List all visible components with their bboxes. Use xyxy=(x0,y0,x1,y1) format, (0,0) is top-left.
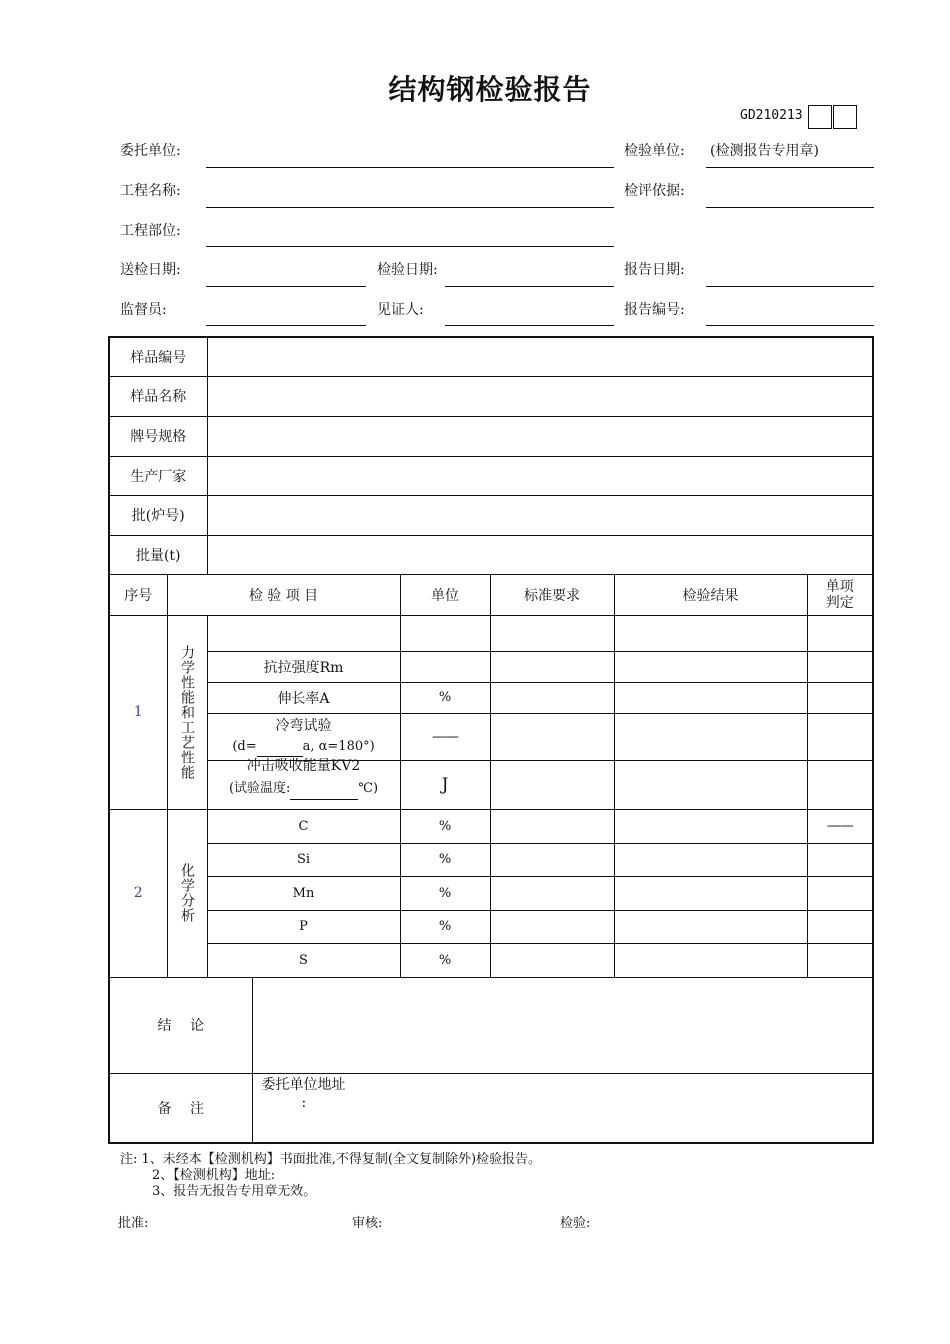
chem-item-s: S xyxy=(207,943,400,977)
sample-no-cell[interactable] xyxy=(207,337,873,376)
project-name-label: 工程名称: xyxy=(120,183,181,199)
code-box-1[interactable] xyxy=(808,105,832,129)
remark-cell[interactable] xyxy=(252,1073,873,1143)
col-unit: 单位 xyxy=(400,574,490,615)
chem-std-si[interactable] xyxy=(490,843,614,876)
elongation-std[interactable] xyxy=(490,682,614,713)
doc-code: GD210213 xyxy=(740,108,803,123)
impact-result[interactable] xyxy=(614,760,807,809)
client-address-label: 委托单位地址 xyxy=(261,1076,346,1093)
bend-params xyxy=(208,736,400,757)
tensile-std[interactable] xyxy=(490,651,614,682)
impact-unit: J xyxy=(400,760,490,809)
chem-judge-mn[interactable] xyxy=(807,876,873,910)
test-unit-value: (检测报告专用章) xyxy=(710,143,819,159)
batch-qty-label: 批量(t) xyxy=(109,535,207,574)
conclusion-cell[interactable] xyxy=(252,977,873,1073)
g1-item-blank[interactable] xyxy=(207,615,400,651)
col-item: 检 验 项 目 xyxy=(167,574,400,615)
group1-name: 力学性能和工艺性能 xyxy=(179,644,195,780)
chem-unit-c: % xyxy=(400,809,490,843)
sample-no-label: 样品编号 xyxy=(109,337,207,376)
col-result: 检验结果 xyxy=(614,574,807,615)
sample-name-label: 样品名称 xyxy=(109,376,207,416)
chem-result-p[interactable] xyxy=(614,910,807,943)
client-label: 委托单位: xyxy=(120,143,181,159)
impact-params xyxy=(208,777,400,800)
chem-std-p[interactable] xyxy=(490,910,614,943)
elongation-result[interactable] xyxy=(614,682,807,713)
batch-furnace-cell[interactable] xyxy=(207,495,873,535)
grade-spec-cell[interactable] xyxy=(207,416,873,456)
client-field[interactable] xyxy=(206,167,614,168)
chem-judge-s[interactable] xyxy=(807,943,873,977)
tensile-label: 抗拉强度Rm xyxy=(207,651,400,682)
chem-item-mn: Mn xyxy=(207,876,400,910)
chem-std-s[interactable] xyxy=(490,943,614,977)
witness-label: 见证人: xyxy=(377,302,424,318)
bend-d-field[interactable] xyxy=(257,736,303,757)
supervisor-label: 监督员: xyxy=(120,302,167,318)
group1-seq: 1 xyxy=(109,615,167,809)
chem-judge-si[interactable] xyxy=(807,843,873,876)
elongation-unit: % xyxy=(400,682,490,713)
chem-std-c[interactable] xyxy=(490,809,614,843)
note-2: 2、【检测机构】地址: xyxy=(152,1168,276,1183)
report-date-field[interactable] xyxy=(706,286,874,287)
chem-unit-si: % xyxy=(400,843,490,876)
code-box-2[interactable] xyxy=(833,105,857,129)
elongation-judge[interactable] xyxy=(807,682,873,713)
chem-result-mn[interactable] xyxy=(614,876,807,910)
bend-judge[interactable] xyxy=(807,713,873,760)
test-date-label: 检验日期: xyxy=(377,262,438,278)
report-no-field[interactable] xyxy=(706,325,874,326)
eval-basis-field[interactable] xyxy=(706,207,874,208)
grade-spec-label: 牌号规格 xyxy=(109,416,207,456)
tensile-unit[interactable] xyxy=(400,651,490,682)
eval-basis-label: 检评依据: xyxy=(624,183,685,199)
g1-result-blank[interactable] xyxy=(614,615,807,651)
test-date-field[interactable] xyxy=(445,286,614,287)
approve-label: 批准: xyxy=(118,1216,149,1231)
chem-item-c: C xyxy=(207,809,400,843)
chem-unit-p: % xyxy=(400,910,490,943)
submit-date-label: 送检日期: xyxy=(120,262,181,278)
group2-name-cell xyxy=(167,809,207,977)
chem-judge-c: —— xyxy=(807,809,873,843)
batch-furnace-label: 批(炉号) xyxy=(109,495,207,535)
impact-label: 冲击吸收能量KV2 xyxy=(246,758,361,774)
group2-seq: 2 xyxy=(109,809,167,977)
tensile-judge[interactable] xyxy=(807,651,873,682)
report-title: 结构钢检验报告 xyxy=(388,73,592,106)
col-judgement xyxy=(807,574,873,615)
bend-std[interactable] xyxy=(490,713,614,760)
client-address-colon: : xyxy=(301,1094,307,1111)
manufacturer-label: 生产厂家 xyxy=(109,456,207,495)
impact-cell xyxy=(207,760,400,809)
g1-judge-blank[interactable] xyxy=(807,615,873,651)
report-no-label: 报告编号: xyxy=(624,302,685,318)
impact-temp-unit: ℃) xyxy=(358,781,379,796)
chem-result-s[interactable] xyxy=(614,943,807,977)
submit-date-field[interactable] xyxy=(206,286,366,287)
witness-field[interactable] xyxy=(445,325,614,326)
group2-name: 化学分析 xyxy=(179,863,195,923)
test-unit-label: 检验单位: xyxy=(624,143,685,159)
note-3: 3、报告无报告专用章无效。 xyxy=(152,1184,317,1199)
elongation-label: 伸长率A xyxy=(207,682,400,713)
chem-judge-p[interactable] xyxy=(807,910,873,943)
chem-unit-mn: % xyxy=(400,876,490,910)
bend-result[interactable] xyxy=(614,713,807,760)
project-name-field[interactable] xyxy=(206,207,614,208)
remark-label: 备 注 xyxy=(109,1073,252,1143)
manufacturer-cell[interactable] xyxy=(207,456,873,495)
bend-d-label: (d= xyxy=(232,739,257,754)
col-seq: 序号 xyxy=(109,574,167,615)
project-part-field[interactable] xyxy=(206,246,614,247)
note-1: 注: 1、未经本【检测机构】书面批准,不得复制(全文复制除外)检验报告。 xyxy=(120,1152,542,1167)
bend-a-label: a, α=180°) xyxy=(302,739,375,754)
impact-judge[interactable] xyxy=(807,760,873,809)
review-label: 审核: xyxy=(352,1216,383,1231)
chem-result-si[interactable] xyxy=(614,843,807,876)
impact-std[interactable] xyxy=(490,760,614,809)
g1-unit-blank[interactable] xyxy=(400,615,490,651)
col-standard: 标准要求 xyxy=(490,574,614,615)
col-judgement-text: 单项判定 xyxy=(825,578,854,611)
bend-label: 冷弯试验 xyxy=(275,718,332,734)
group1-name-cell xyxy=(167,615,207,809)
bend-cell xyxy=(207,713,400,760)
batch-qty-cell[interactable] xyxy=(207,535,873,574)
supervisor-field[interactable] xyxy=(206,325,366,326)
bend-unit: —— xyxy=(400,713,490,760)
report-table xyxy=(108,336,874,1144)
chem-result-c[interactable] xyxy=(614,809,807,843)
test-unit-field[interactable] xyxy=(706,167,874,168)
report-date-label: 报告日期: xyxy=(624,262,685,278)
sample-name-cell[interactable] xyxy=(207,376,873,416)
chem-unit-s: % xyxy=(400,943,490,977)
impact-temp-field[interactable] xyxy=(290,777,358,800)
impact-temp-label: (试验温度: xyxy=(228,781,291,796)
g1-std-blank[interactable] xyxy=(490,615,614,651)
project-part-label: 工程部位: xyxy=(120,223,181,239)
tensile-result[interactable] xyxy=(614,651,807,682)
chem-item-si: Si xyxy=(207,843,400,876)
chem-item-p: P xyxy=(207,910,400,943)
chem-std-mn[interactable] xyxy=(490,876,614,910)
notes xyxy=(120,1152,541,1200)
conclusion-label: 结 论 xyxy=(109,977,252,1073)
inspect-label: 检验: xyxy=(560,1216,591,1231)
